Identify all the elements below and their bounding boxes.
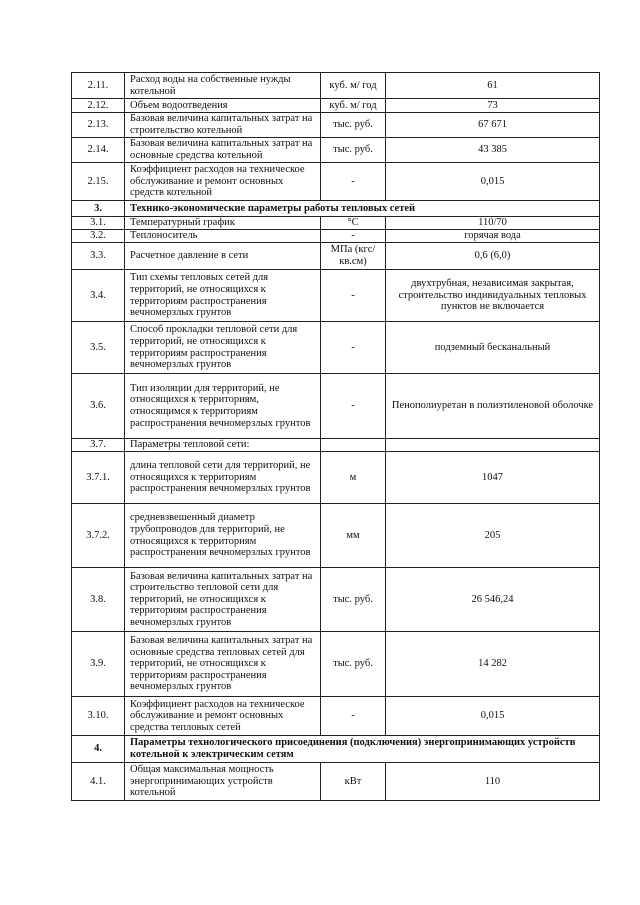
table-row bbox=[72, 230, 600, 243]
value-cell: 205 bbox=[386, 504, 600, 568]
table-row bbox=[72, 697, 600, 736]
value-cell: 14 282 bbox=[386, 632, 600, 697]
row-number: 3.7.2. bbox=[72, 504, 125, 568]
table-row bbox=[72, 113, 600, 138]
value-cell: 1047 bbox=[386, 452, 600, 504]
parameter-name: Расход воды на собственные нужды котельной bbox=[125, 73, 321, 99]
row-number: 4. bbox=[72, 736, 125, 763]
unit-cell: - bbox=[321, 163, 386, 201]
row-number: 3.7.1. bbox=[72, 452, 125, 504]
parameters-table-body bbox=[72, 73, 600, 801]
row-number: 2.13. bbox=[72, 113, 125, 138]
table-row bbox=[72, 568, 600, 632]
table-row bbox=[72, 504, 600, 568]
value-cell: горячая вода bbox=[386, 230, 600, 243]
row-number: 2.12. bbox=[72, 99, 125, 113]
value-cell: подземный бесканальный bbox=[386, 322, 600, 374]
unit-cell: - bbox=[321, 374, 386, 439]
parameter-name: Тип изоляции для территорий, не относящихся к территориям, относящимся к территориям распространения вечномерзлых грунтов bbox=[125, 374, 321, 439]
row-number: 2.11. bbox=[72, 73, 125, 99]
table-row bbox=[72, 99, 600, 113]
unit-cell: - bbox=[321, 697, 386, 736]
unit-cell: МПа (кгс/кв.см) bbox=[321, 243, 386, 270]
unit-cell: куб. м/ год bbox=[321, 73, 386, 99]
unit-cell: °С bbox=[321, 217, 386, 230]
unit-cell: м bbox=[321, 452, 386, 504]
row-number: 2.15. bbox=[72, 163, 125, 201]
value-cell: 110 bbox=[386, 763, 600, 801]
table-row bbox=[72, 439, 600, 452]
row-number: 3.10. bbox=[72, 697, 125, 736]
parameter-name: Теплоноситель bbox=[125, 230, 321, 243]
value-cell: Пенополиуретан в полиэтиленовой оболочке bbox=[386, 374, 600, 439]
unit-cell: мм bbox=[321, 504, 386, 568]
parameter-name: Базовая величина капитальных затрат на строительство котельной bbox=[125, 113, 321, 138]
table-row bbox=[72, 138, 600, 163]
parameter-name: Способ прокладки тепловой сети для территорий, не относящихся к территориям распространения вечномерзлых грунтов bbox=[125, 322, 321, 374]
parameter-name: средневзвешенный диаметр трубопроводов для территорий, не относящихся к территориям распространения вечномерзлых грунтов bbox=[125, 504, 321, 568]
value-cell bbox=[386, 439, 600, 452]
row-number: 3.9. bbox=[72, 632, 125, 697]
row-number: 3.3. bbox=[72, 243, 125, 270]
table-row bbox=[72, 163, 600, 201]
value-cell: 0,015 bbox=[386, 163, 600, 201]
row-number: 4.1. bbox=[72, 763, 125, 801]
value-cell: 73 bbox=[386, 99, 600, 113]
parameter-name: Базовая величина капитальных затрат на основные средства котельной bbox=[125, 138, 321, 163]
section-header-row bbox=[72, 201, 600, 217]
row-number: 3.4. bbox=[72, 270, 125, 322]
table-row bbox=[72, 73, 600, 99]
parameter-name: Базовая величина капитальных затрат на основные средства тепловых сетей для территорий, не относящихся к территориям распространения вечномерзлых грунтов bbox=[125, 632, 321, 697]
parameters-table bbox=[71, 72, 600, 801]
parameter-name: Расчетное давление в сети bbox=[125, 243, 321, 270]
parameter-name: Общая максимальная мощность энергопринимающих устройств котельной bbox=[125, 763, 321, 801]
unit-cell bbox=[321, 439, 386, 452]
row-number: 2.14. bbox=[72, 138, 125, 163]
unit-cell: тыс. руб. bbox=[321, 568, 386, 632]
table-row bbox=[72, 452, 600, 504]
row-number: 3.7. bbox=[72, 439, 125, 452]
unit-cell: - bbox=[321, 322, 386, 374]
parameter-name: Тип схемы тепловых сетей для территорий, не относящихся к территориям распространения вечномерзлых грунтов bbox=[125, 270, 321, 322]
value-cell: 43 385 bbox=[386, 138, 600, 163]
table-row bbox=[72, 270, 600, 322]
unit-cell: тыс. руб. bbox=[321, 632, 386, 697]
document-page bbox=[71, 72, 599, 801]
table-row bbox=[72, 763, 600, 801]
parameter-name: Коэффициент расходов на техническое обслуживание и ремонт основных средства тепловых сетей bbox=[125, 697, 321, 736]
value-cell: 0,015 bbox=[386, 697, 600, 736]
unit-cell: тыс. руб. bbox=[321, 113, 386, 138]
value-cell: двухтрубная, независимая закрытая, строительство индивидуальных тепловых пунктов не включается bbox=[386, 270, 600, 322]
row-number: 3.6. bbox=[72, 374, 125, 439]
parameter-name: Параметры тепловой сети: bbox=[125, 439, 321, 452]
table-row bbox=[72, 217, 600, 230]
parameter-name: Объем водоотведения bbox=[125, 99, 321, 113]
parameter-name: Базовая величина капитальных затрат на строительство тепловой сети для территорий, не относящихся к территориям распространения вечномерзлых грунтов bbox=[125, 568, 321, 632]
value-cell: 67 671 bbox=[386, 113, 600, 138]
unit-cell: куб. м/ год bbox=[321, 99, 386, 113]
unit-cell: тыс. руб. bbox=[321, 138, 386, 163]
row-number: 3.1. bbox=[72, 217, 125, 230]
value-cell: 110/70 bbox=[386, 217, 600, 230]
table-row bbox=[72, 322, 600, 374]
value-cell: 0,6 (6,0) bbox=[386, 243, 600, 270]
unit-cell: - bbox=[321, 270, 386, 322]
value-cell: 26 546,24 bbox=[386, 568, 600, 632]
section-title: Параметры технологического присоединения (подключения) энергопринимающих устройств котельной к электрическим сетям bbox=[125, 736, 600, 763]
parameter-name: Температурный график bbox=[125, 217, 321, 230]
section-header-row bbox=[72, 736, 600, 763]
table-row bbox=[72, 632, 600, 697]
table-row bbox=[72, 374, 600, 439]
row-number: 3.2. bbox=[72, 230, 125, 243]
unit-cell: - bbox=[321, 230, 386, 243]
row-number: 3. bbox=[72, 201, 125, 217]
table-row bbox=[72, 243, 600, 270]
parameter-name: длина тепловой сети для территорий, не относящихся к территориям распространения вечномерзлых грунтов bbox=[125, 452, 321, 504]
parameter-name: Коэффициент расходов на техническое обслуживание и ремонт основных средств котельной bbox=[125, 163, 321, 201]
value-cell: 61 bbox=[386, 73, 600, 99]
unit-cell: кВт bbox=[321, 763, 386, 801]
row-number: 3.8. bbox=[72, 568, 125, 632]
section-title: Технико-экономические параметры работы тепловых сетей bbox=[125, 201, 600, 217]
row-number: 3.5. bbox=[72, 322, 125, 374]
